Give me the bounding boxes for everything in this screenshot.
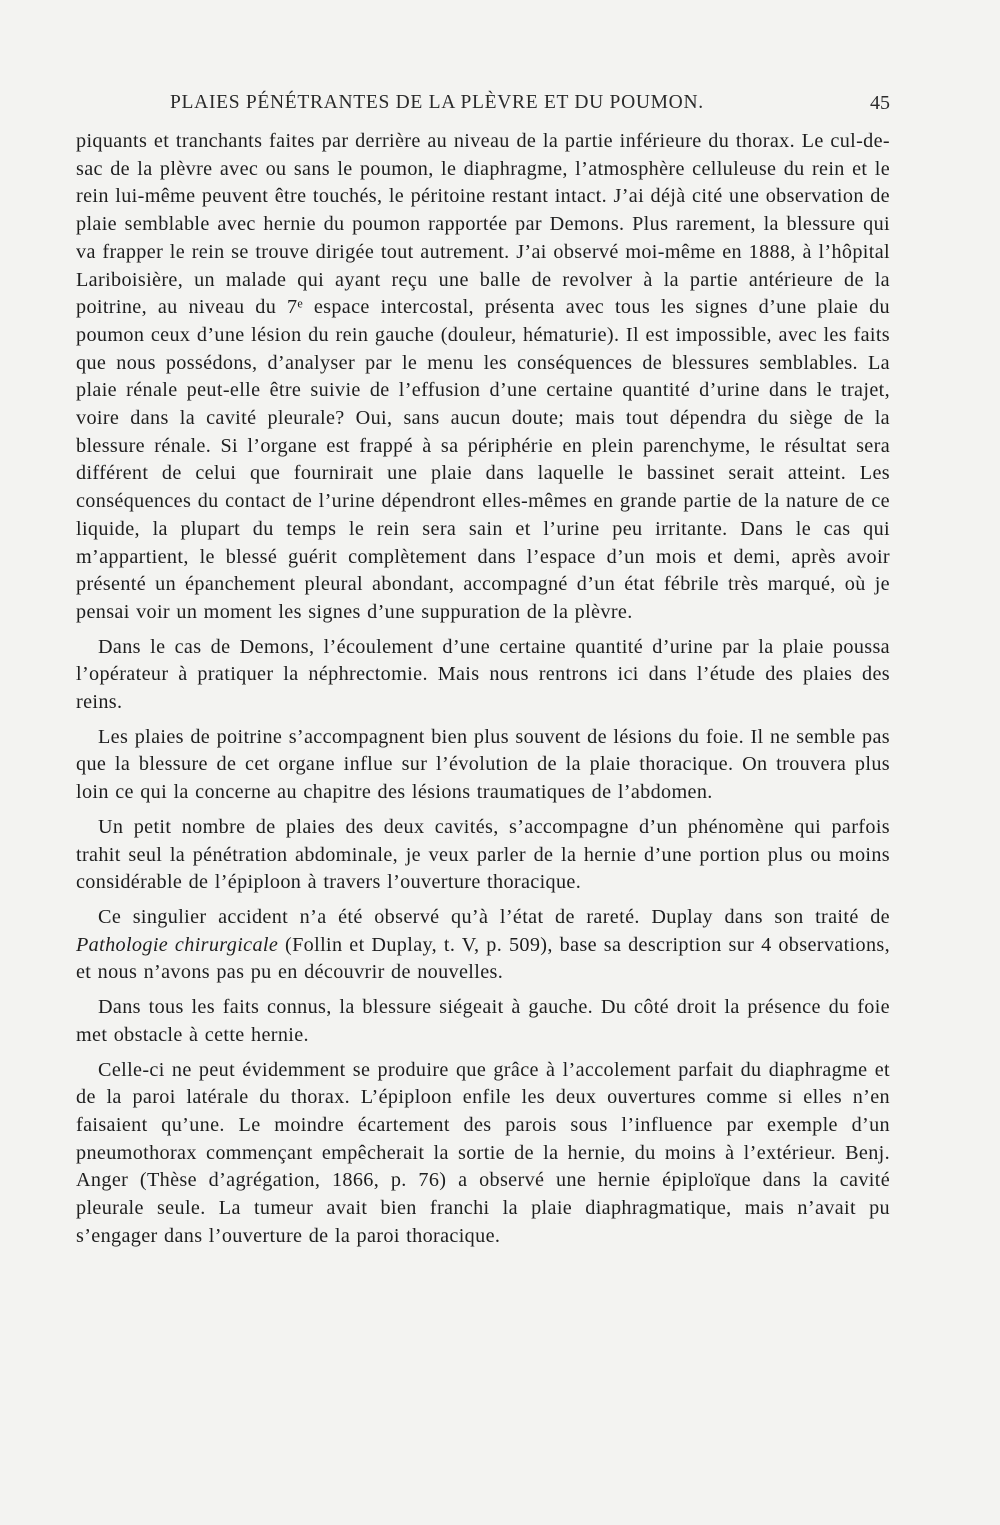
paragraph: Celle-ci ne peut évidemment se produire que grâce à l’accolement parfait du diaphragme et de la paroi latérale du thorax. L’épiploon enfile les deux ouvertures comme si elles n’en faisaient qu’une. Le moindre écartement des parois sous l’influence par exemple d’un pneumothorax commençant empêcherait la sortie de la hernie, du moins à l’extérieur. Benj. Anger (Thèse d’agrégation, 1866, p. 76) a observé une hernie épiploïque dans la cavité pleurale seule. La tumeur avait bien franchi la plaie diaphragmatique, mais n’avait pu s’engager dans l’ouverture de la paroi thoracique. [76, 1058, 890, 1247]
page-number: 45 [870, 92, 890, 114]
paragraph-text: Ce singulier accident n’a été observé qu’à l’état de rareté. Duplay dans son traité de [98, 905, 890, 928]
running-title: PLAIES PÉNÉTRANTES DE LA PLÈVRE ET DU POUMON. [170, 92, 704, 113]
paragraph [76, 904, 890, 987]
paragraph: Un petit nombre de plaies des deux cavités, s’accompagne d’un phénomène qui parfois trahit seul la pénétration abdominale, je veux parler de la hernie d’une portion plus ou moins considérable de l’épiploon à travers l’ouverture thoracique. [76, 815, 890, 894]
paragraph: Les plaies de poitrine s’accompagnent bien plus souvent de lésions du foie. Il ne semble pas que la blessure de cet organe influe sur l’évolution de la plaie thoracique. On trouvera plus loin ce qui la concerne au chapitre des lésions traumatiques de l’abdomen. [76, 725, 890, 804]
paragraph: Dans le cas de Demons, l’écoulement d’une certaine quantité d’urine par la plaie poussa l’opérateur à pratiquer la néphrectomie. Mais nous rentrons ici dans l’étude des plaies des reins. [76, 635, 890, 714]
page-header [76, 92, 890, 120]
paragraph: Dans tous les faits connus, la blessure siégeait à gauche. Du côté droit la présence du foie met obstacle à cette hernie. [76, 996, 890, 1046]
italic-book-title: Pathologie chirurgicale [76, 933, 279, 956]
paragraph-text: (Follin et Duplay, t. V, p. 509), base sa description sur 4 observations, et nous n’avons pas pu en découvrir de nouvelles. [76, 933, 890, 984]
body-text [76, 128, 890, 1257]
paragraph: piquants et tranchants faites par derrière au niveau de la partie inférieure du thorax. Le cul-de-sac de la plèvre avec ou sans le poumon, le diaphragme, l’atmosphère celluleuse du rein et le rein lui-même peuvent être touchés, le péritoine restant intact. J’ai déjà cité une observation de plaie semblable avec hernie du poumon rapportée par Demons. Plus rarement, la blessure qui va frapper le rein se trouve dirigée tout autrement. J’ai observé moi-même en 1888, à l’hôpital Lariboisière, un malade qui ayant reçu une balle de revolver à la partie antérieure de la poitrine, au niveau du 7ᵉ espace intercostal, présenta avec tous les signes d’une plaie du poumon ceux d’une lésion du rein gauche (douleur, hématurie). Il est impossible, avec les faits que nous possédons, d’analyser par le menu les conséquences de blessures semblables. La plaie rénale peut-elle être suivie de l’effusion d’une certaine quantité d’urine dans le trajet, voire dans la cavité pleurale? Oui, sans aucun doute; mais tout dépendra du siège de la blessure rénale. Si l’organe est frappé à sa périphérie en plein parenchyme, le résultat sera différent de celui que fournirait une plaie dans laquelle le bassinet serait atteint. Les conséquences du contact de l’urine dépendront elles-mêmes en grande partie de la nature de ce liquide, la plupart du temps le rein sera sain et l’urine peu irritante. Dans le cas qui m’appartient, le blessé guérit complètement dans l’espace d’un mois et demi, après avoir présenté un épanchement pleural abondant, accompagné d’un état fébrile très marqué, où je pensai voir un moment les signes d’une suppuration de la plèvre. [76, 130, 890, 623]
